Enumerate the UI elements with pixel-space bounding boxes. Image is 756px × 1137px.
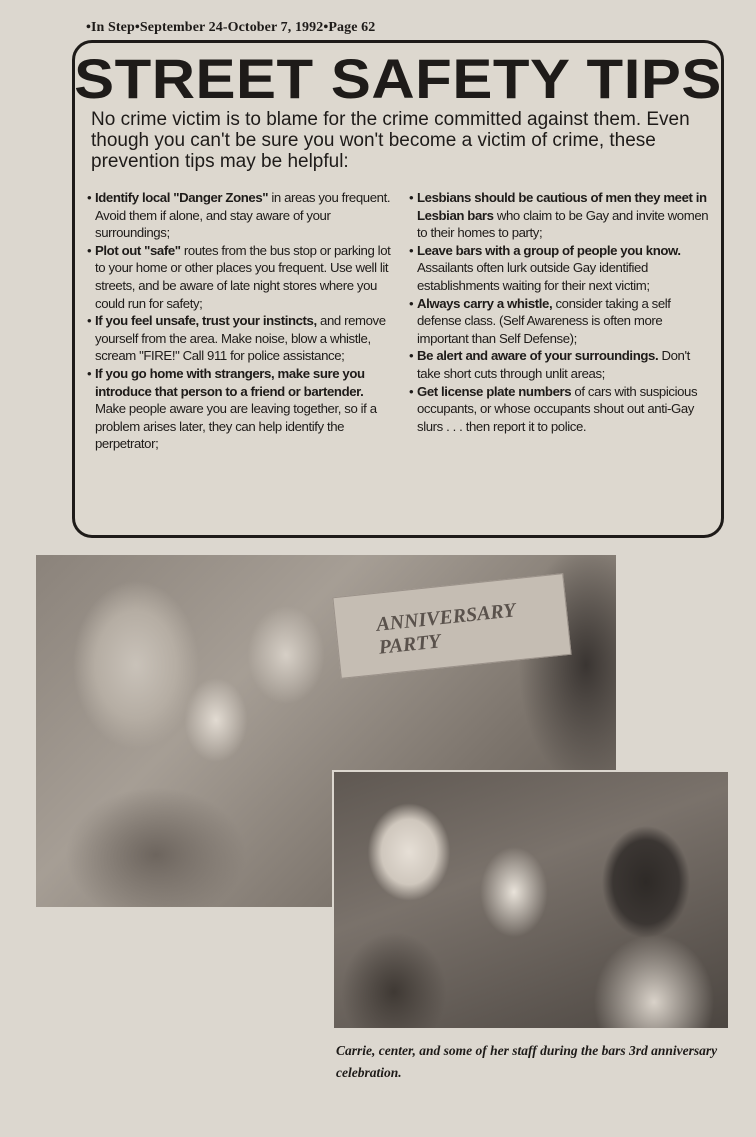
anniversary-banner: ANNIVERSARY PARTY bbox=[332, 573, 571, 679]
tip-item: • Always carry a whistle, consider taking a self defense class. (Self Awareness is often more important than Self Defense); bbox=[409, 295, 671, 346]
tip-item: • Lesbians should be cautious of men they meet in Lesbian bars who claim to be Gay and invite women to their homes to party; bbox=[409, 190, 709, 241]
tip-item: • If you go home with strangers, make sure you introduce that person to a friend or bartender. Make people aware you are leaving together, so if a problem arises later, they can help identify the perpetrator; bbox=[87, 365, 377, 452]
staff-photo bbox=[332, 770, 728, 1028]
photo-caption: Carrie, center, and some of her staff during the bars 3rd anniversary celebration. bbox=[336, 1043, 718, 1080]
tip-item: • Leave bars with a group of people you know. Assailants often lurk outside Gay identified establishments waiting for their next victim; bbox=[409, 242, 681, 293]
tip-item: • Identify local "Danger Zones" in areas you frequent. Avoid them if alone, and stay aware of your surroundings; bbox=[87, 190, 391, 241]
tip-item: • Get license plate numbers of cars with suspicious occupants, or whose occupants shout out anti-Gay slurs . . . then report it to police. bbox=[409, 383, 698, 434]
tip-item: • If you feel unsafe, trust your instincts, and remove yourself from the area. Make noise, blow a whistle, scream "FIRE!" Call 911 for police assistance; bbox=[87, 313, 386, 364]
intro-paragraph: No crime victim is to blame for the crime committed against them. Even though you can't be sure you won't become a victim of crime, these prevention tips may be helpful: bbox=[91, 109, 690, 172]
page-header: •In Step•September 24-October 7, 1992•Page 62 bbox=[86, 20, 376, 35]
tips-column-left bbox=[87, 189, 391, 453]
tip-item: • Plot out "safe" routes from the bus stop or parking lot to your home or other places you frequent. Use well lit streets, and be aware of late night stores where you could run for safety; bbox=[87, 242, 391, 311]
article-title: STREET SAFETY TIPS bbox=[74, 47, 722, 110]
tip-item: • Be alert and aware of your surroundings. Don't take short cuts through unlit areas; bbox=[409, 348, 690, 381]
tips-column-right bbox=[409, 189, 709, 435]
tips-box bbox=[72, 40, 724, 538]
